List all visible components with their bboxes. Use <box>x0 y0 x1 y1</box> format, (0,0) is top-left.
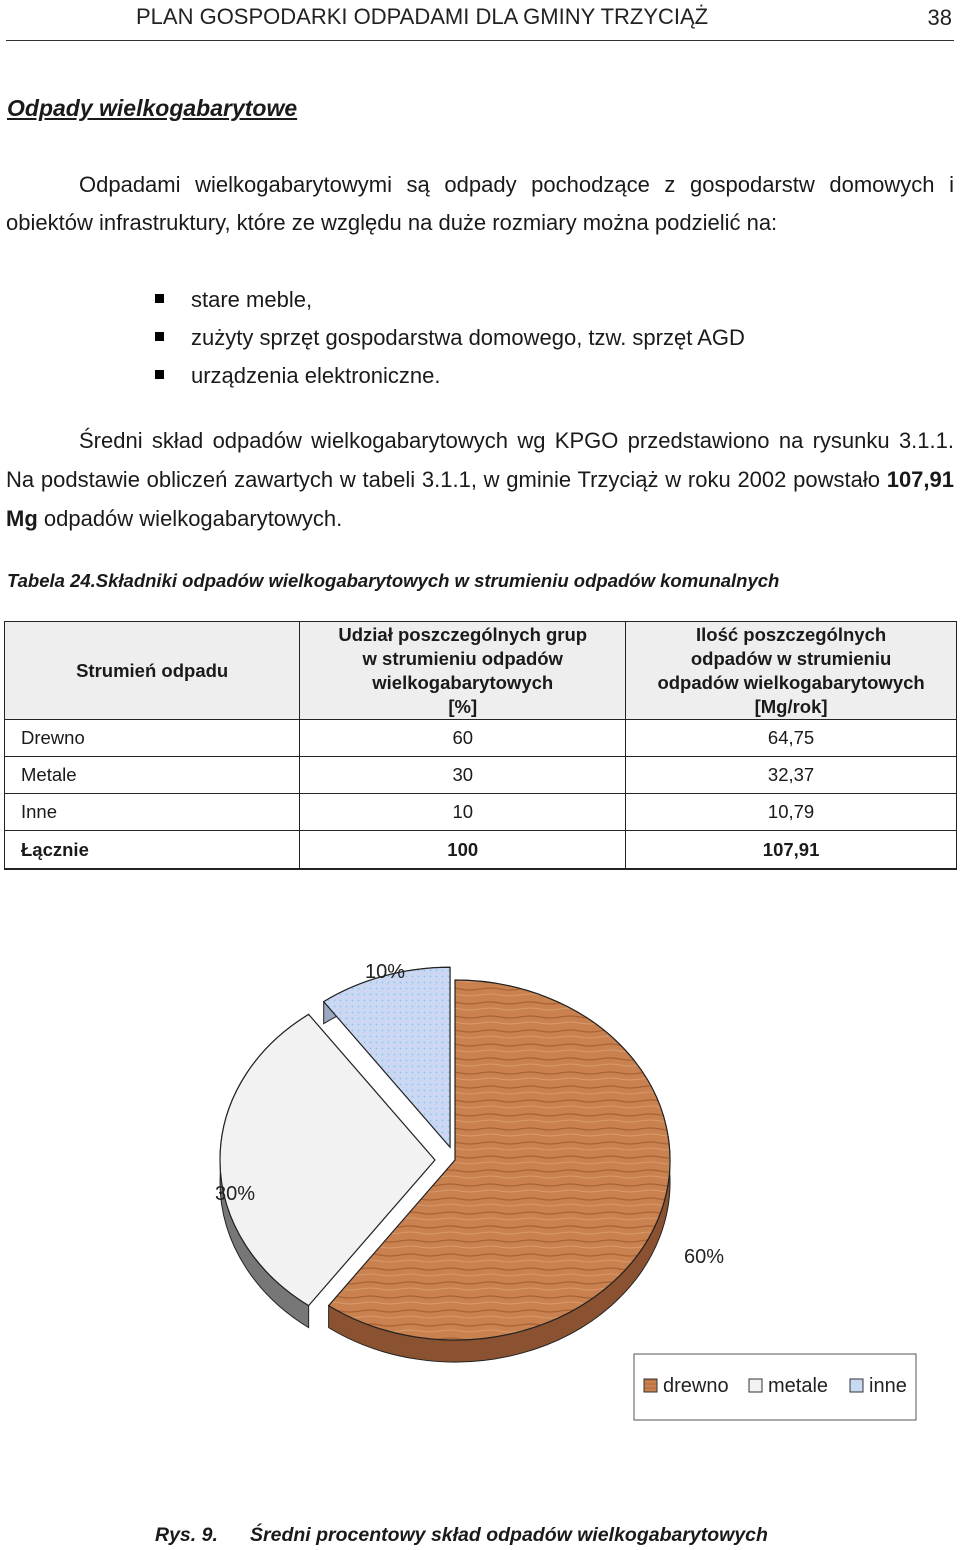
legend-swatch-drewno <box>644 1379 657 1392</box>
figure-label: Rys. 9. <box>155 1524 218 1546</box>
table-caption: Tabela 24.Składniki odpadów wielkogabarytowych w strumieniu odpadów komunalnych <box>7 570 780 591</box>
header-stream: Strumień odpadu <box>5 622 300 720</box>
table-row <box>5 720 957 757</box>
page-header <box>6 0 954 41</box>
legend-label-drewno: drewno <box>663 1375 729 1397</box>
composition-paragraph <box>6 421 954 538</box>
pie-label-inne: 10% <box>365 961 406 983</box>
waste-table <box>4 621 957 870</box>
legend-label-metale: metale <box>768 1375 829 1397</box>
cell-name: Drewno <box>5 720 300 757</box>
cell-share: 30 <box>300 757 626 794</box>
cell-share: 60 <box>300 720 626 757</box>
list-item-text: stare meble, <box>191 287 313 312</box>
cell-total-share: 100 <box>300 831 626 870</box>
pie-label-drewno: 60% <box>684 1246 725 1268</box>
table-row <box>5 757 957 794</box>
pie-label-metale: 30% <box>215 1183 256 1205</box>
header-amount: Ilość poszczególnych odpadów w strumieniu odpadów wielkogabarytowych [Mg/rok] <box>626 622 957 720</box>
legend-label-inne: inne <box>869 1375 907 1397</box>
list-item <box>155 319 745 357</box>
table-total-row <box>5 831 957 870</box>
legend-swatch-metale <box>749 1379 762 1392</box>
total-mass-value: 107,91 Mg <box>6 467 954 531</box>
cell-name: Metale <box>5 757 300 794</box>
section-title: Odpady wielkogabarytowe <box>7 95 298 121</box>
header-share: Udział poszczególnych grup w strumieniu odpadów wielkogabarytowych [%] <box>300 622 626 720</box>
legend-swatch-inne <box>850 1379 863 1392</box>
cell-amount: 10,79 <box>626 794 957 831</box>
square-bullet-icon <box>155 294 164 303</box>
figure-caption: Średni procentowy skład odpadów wielkogabarytowych <box>250 1524 768 1546</box>
header-title: PLAN GOSPODARKI ODPADAMI DLA GMINY TRZYCIĄŻ <box>136 4 709 29</box>
cell-share: 10 <box>300 794 626 831</box>
table-row <box>5 794 957 831</box>
pie-chart <box>0 930 960 1510</box>
cell-amount: 32,37 <box>626 757 957 794</box>
table-header-row <box>5 622 957 720</box>
square-bullet-icon <box>155 332 164 341</box>
paragraph-text-end: odpadów wielkogabarytowych. <box>37 506 343 531</box>
bullet-list <box>155 281 745 395</box>
list-item-text: zużyty sprzęt gospodarstwa domowego, tzw. sprzęt AGD <box>191 325 745 350</box>
cell-total-amount: 107,91 <box>626 831 957 870</box>
cell-total-name: Łącznie <box>5 831 300 870</box>
cell-name: Inne <box>5 794 300 831</box>
intro-paragraph: Odpadami wielkogabarytowymi są odpady pochodzące z gospodarstw domowych i obiektów infrastruktury, które ze względu na duże rozmiary można podzielić na: <box>6 172 954 235</box>
list-item-text: urządzenia elektroniczne. <box>191 363 441 388</box>
square-bullet-icon <box>155 370 164 379</box>
list-item <box>155 357 745 395</box>
page-number: 38 <box>927 5 952 30</box>
paragraph-text: Średni skład odpadów wielkogabarytowych wg KPGO przedstawiono na rysunku 3.1.1. Na podstawie obliczeń zawartych w tabeli 3.1.1, w gminie Trzyciąż w roku 2002 powstało <box>6 428 954 492</box>
list-item <box>155 281 745 319</box>
cell-amount: 64,75 <box>626 720 957 757</box>
